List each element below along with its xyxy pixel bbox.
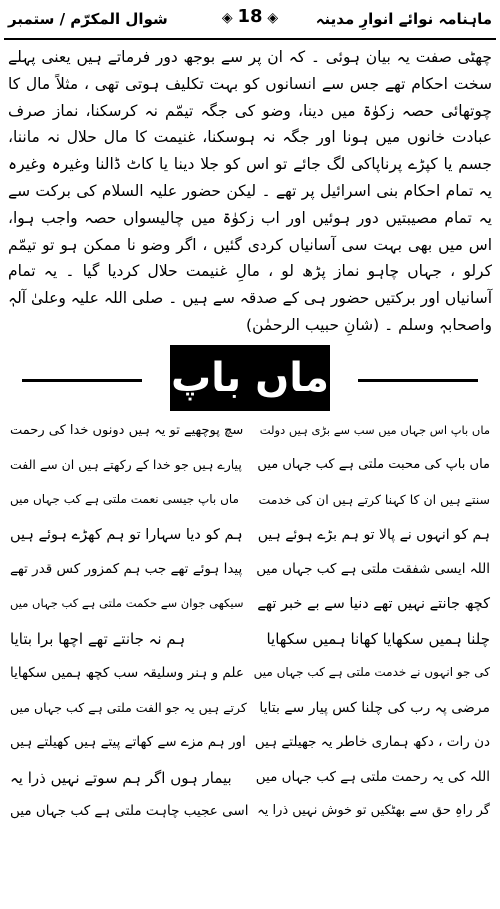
couplet bbox=[4, 698, 496, 733]
couplet bbox=[4, 559, 496, 594]
verse-left: سچ پوچھیے تو یہ ہیں دونوں خدا کی رحمت bbox=[10, 422, 244, 438]
magazine-title: ماہنامہ نوائے انوارِ مدینہ bbox=[315, 10, 492, 28]
couplet bbox=[4, 767, 496, 802]
page-number: ◈ 18 ◈ bbox=[222, 6, 278, 27]
verse-right: اللہ ایسی شفقت ملتی ہے کب جہاں میں bbox=[256, 561, 490, 578]
verse-left: ماں باپ جیسی نعمت ملتی ہے کب جہاں میں bbox=[10, 491, 239, 506]
verse-right: مرضی پہ رب کی چلنا کس پیار سے بتایا bbox=[259, 699, 490, 716]
verse-right: اللہ کی یہ رحمت ملتی ہے کب جہاں میں bbox=[255, 768, 490, 785]
verse-left: بیمار ہوں اگر ہم سوتے نہیں ذرا یہ bbox=[10, 768, 232, 787]
verse-right: سنتے ہیں ان کا کہنا کرتے ہیں ان کی خدمت bbox=[258, 491, 490, 507]
verse-right: چلنا ہمیں سکھایا کھانا ہمیں سکھایا bbox=[266, 630, 490, 649]
issue-month: شوال المکرّم / ستمبر bbox=[8, 10, 168, 28]
couplet bbox=[4, 421, 496, 456]
verse-left: کرتے ہیں یہ جو الفت ملتی ہے کب جہاں میں bbox=[10, 699, 247, 715]
verse-right: کی جو انہوں نے خدمت ملتی ہے کب جہاں میں bbox=[253, 664, 490, 679]
couplet bbox=[4, 732, 496, 767]
poem-title: ماں باپ bbox=[170, 345, 330, 411]
verse-right: دن رات ، دکھ ہماری خاطر یہ جھیلتے ہیں bbox=[254, 734, 490, 751]
verse-left: اور ہم مزے سے کھاتے پیتے ہیں کھیلتے ہیں bbox=[10, 734, 246, 751]
couplet bbox=[4, 663, 496, 698]
poem bbox=[4, 421, 496, 836]
verse-left: سیکھی جوان سے حکمت ملتی ہے کب جہاں میں bbox=[10, 595, 244, 610]
couplet bbox=[4, 525, 496, 560]
page-header bbox=[4, 4, 496, 40]
title-rule-right bbox=[358, 379, 478, 382]
verse-left: پیدا ہوئے تھے جب ہم کمزور کس قدر تھے bbox=[10, 561, 243, 578]
couplet bbox=[4, 801, 496, 836]
intro-paragraph: چھٹی صفت یہ بیان ہوئی ۔ کہ ان پر سے بوجھ دور فرماتے ہیں یعنی پہلے سخت احکام تھے جس سے انسانوں کو بہت تکلیف ہوتی تھی ، مثلاً مال کا چوتھائی حصہ زکوٰۃ میں دینا، وضو کی جگہ تیمّم نہ کرسکنا، نماز صرف عبادت خانوں میں ہونا اور جگہ نہ ہوسکنا، غنیمت کا مال حلال نہ ماننا، جسم یا کپڑے پرناپاکی لگ جائے تو اس کو جلا دینا یا کاٹ ڈالنا وغیرہ وغیرہ یہ تمام احکام بنی اسرائیل پر تھے ۔ لیکن حضور علیہ السلام کی برکت سے یہ تمام مصیبتیں دور ہوئیں اور اب زکوٰۃ میں چالیسواں حصہ واجب ہوا، اس میں بھی بہت سی آسانیاں کردی گئیں ، اگر وضو نا ممکن ہو تو تیمّم کرلو ، جہاں چاہو نماز پڑھ لو ، مالِ غنیمت حلال کردیا گیا ۔ یہ تمام آسانیاں اور برکتیں حضور ہی کے صدقہ سے ہیں ۔ صلی اللہ علیہ وعلیٰ آلہٖ واصحابہٖ وسلم ۔ (شانِ حبیب الرحمٰن) bbox=[8, 48, 492, 334]
couplet bbox=[4, 594, 496, 629]
verse-left: پیارے ہیں جو خدا کے رکھتے ہیں ان سے الفت bbox=[10, 457, 242, 473]
couplet bbox=[4, 455, 496, 490]
title-rule-left bbox=[22, 379, 142, 382]
verse-right: ماں باپ کی محبت ملتی ہے کب جہاں میں bbox=[257, 457, 490, 473]
poem-title-box bbox=[4, 345, 496, 421]
verse-left: اسی عجیب چاہت ملتی ہے کب جہاں میں bbox=[10, 803, 249, 820]
magazine-page bbox=[4, 4, 496, 905]
verse-left: ہم نہ جانتے تھے اچھا برا بتایا bbox=[10, 630, 186, 649]
couplet bbox=[4, 628, 496, 663]
verse-left: ہم کو دیا سہارا تو ہم کھڑے ہوئے ہیں bbox=[10, 526, 243, 543]
verse-right: ماں باپ اس جہاں میں سب سے بڑی ہیں دولت bbox=[259, 422, 490, 437]
verse-left: علم و ہنر وسلیقہ سب کچھ ہمیں سکھایا bbox=[10, 664, 244, 681]
verse-right: کچھ جانتے نہیں تھے دنیا سے بے خبر تھے bbox=[257, 595, 490, 612]
couplet bbox=[4, 490, 496, 525]
verse-right: گر راہِ حق سے بھٹکیں تو خوش نہیں ذرا یہ bbox=[257, 803, 490, 819]
verse-right: ہم کو انہوں نے پالا تو ہم بڑے ہوئے ہیں bbox=[257, 526, 490, 543]
intro-section bbox=[4, 40, 496, 339]
